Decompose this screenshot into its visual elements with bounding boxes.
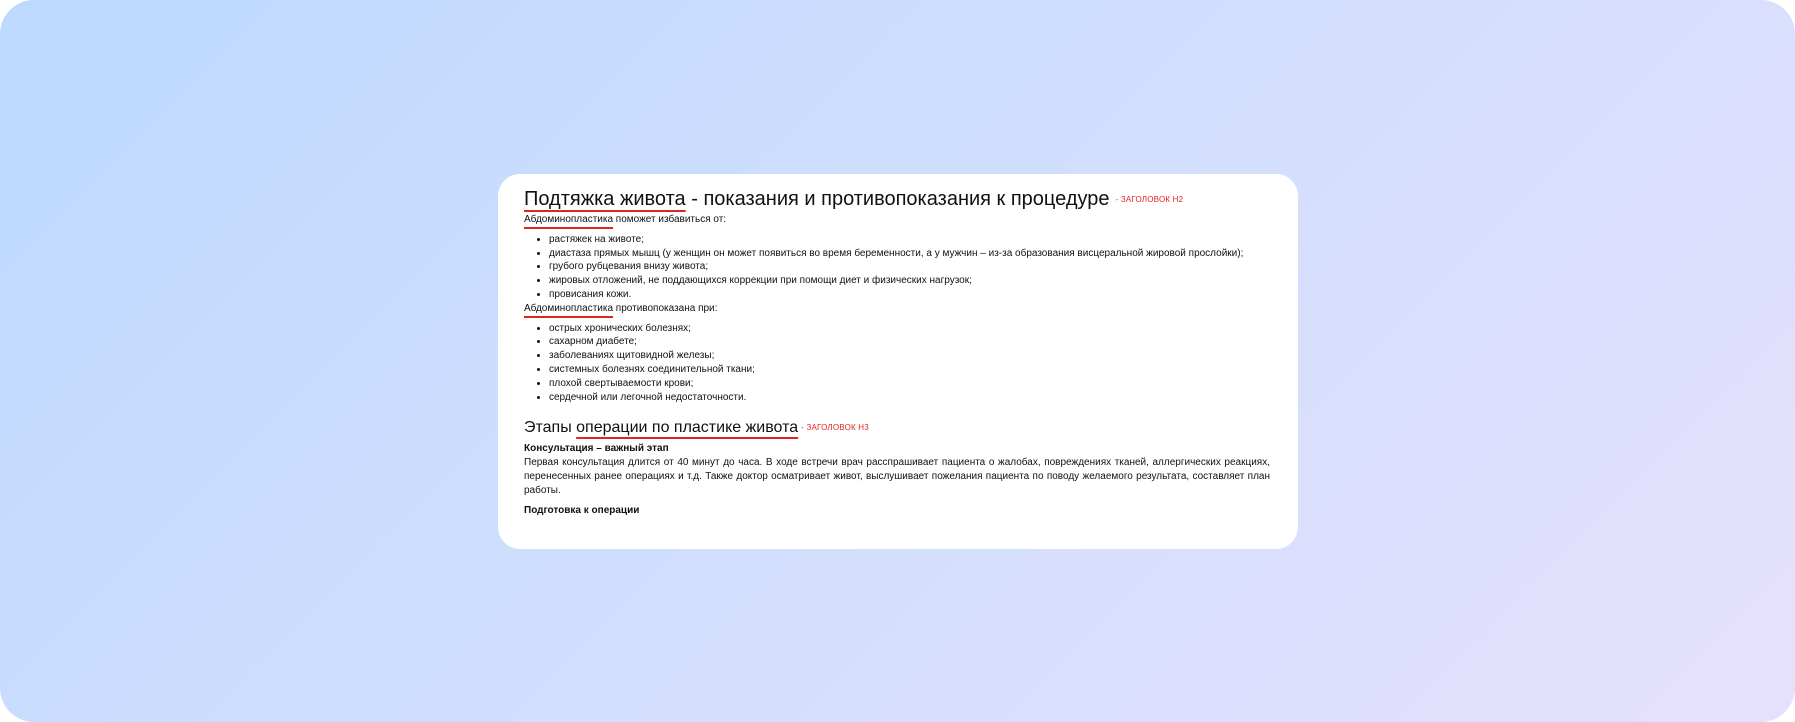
h3-keyword: операции по пластике живота <box>576 419 799 437</box>
indications-keyword: Абдоминопластика <box>524 214 614 225</box>
h3-tag-label: - ЗАГОЛОВОК H3 <box>801 423 869 433</box>
indications-list <box>524 233 1270 302</box>
h2-keyword: Подтяжка живота <box>524 188 686 210</box>
stage-consultation-text: Первая консультация длится от 40 минут до часа. В ходе встречи врач расспрашивает пациента о жалобах, повреждениях тканей, аллергических реакциях, перенесенных ранее операциях и т.д. Также доктор осматривает живот, выслушивает пожелания пациента по поводу желаемого результата, составляет план работы. <box>524 457 1270 496</box>
h3-text: Этапы <box>524 419 577 437</box>
indications-intro-text: поможет избавиться от: <box>613 214 727 225</box>
contraindications-keyword: Абдоминопластика <box>524 302 614 314</box>
h3-section <box>524 417 1270 439</box>
list-item: • сахарном диабете; <box>549 335 1270 349</box>
h2-text: - показания и противопоказания к процедуре <box>685 188 1110 210</box>
stage-preparation-title: Подготовка к операции <box>524 504 640 516</box>
h3-heading <box>524 417 1270 439</box>
contraindications-list <box>524 322 1270 405</box>
list-item: • жировых отложений, не поддающихся коррекции при помощи диет и физических нагрузок; <box>549 274 1270 288</box>
list-item: • растяжек на животе; <box>549 233 1270 247</box>
contraindications-intro-text: противопоказана при: <box>613 302 718 314</box>
stage-consultation-title: Консультация – важный этап <box>524 443 669 455</box>
list-item: • плохой свертываемости крови; <box>549 377 1270 391</box>
list-item: • сердечной или легочной недостаточности. <box>549 391 1270 405</box>
list-item: • острых хронических болезнях; <box>549 322 1270 336</box>
list-item: • провисания кожи. <box>549 288 1270 302</box>
indications-intro <box>524 213 1270 227</box>
list-item: • заболеваниях щитовидной железы; <box>549 349 1270 363</box>
contraindications-intro <box>524 302 1270 316</box>
article-card <box>498 174 1298 549</box>
list-item: • системных болезнях соединительной ткани; <box>549 363 1270 377</box>
h2-heading <box>524 186 1270 213</box>
list-item: • грубого рубцевания внизу живота; <box>549 260 1270 274</box>
list-item: • диастаза прямых мышц (у женщин он может появиться во время беременности, а у мужчин – из-за образования висцеральной жировой прослойки); <box>549 247 1270 261</box>
h2-tag-label: - ЗАГОЛОВОК H2 <box>1115 195 1184 204</box>
